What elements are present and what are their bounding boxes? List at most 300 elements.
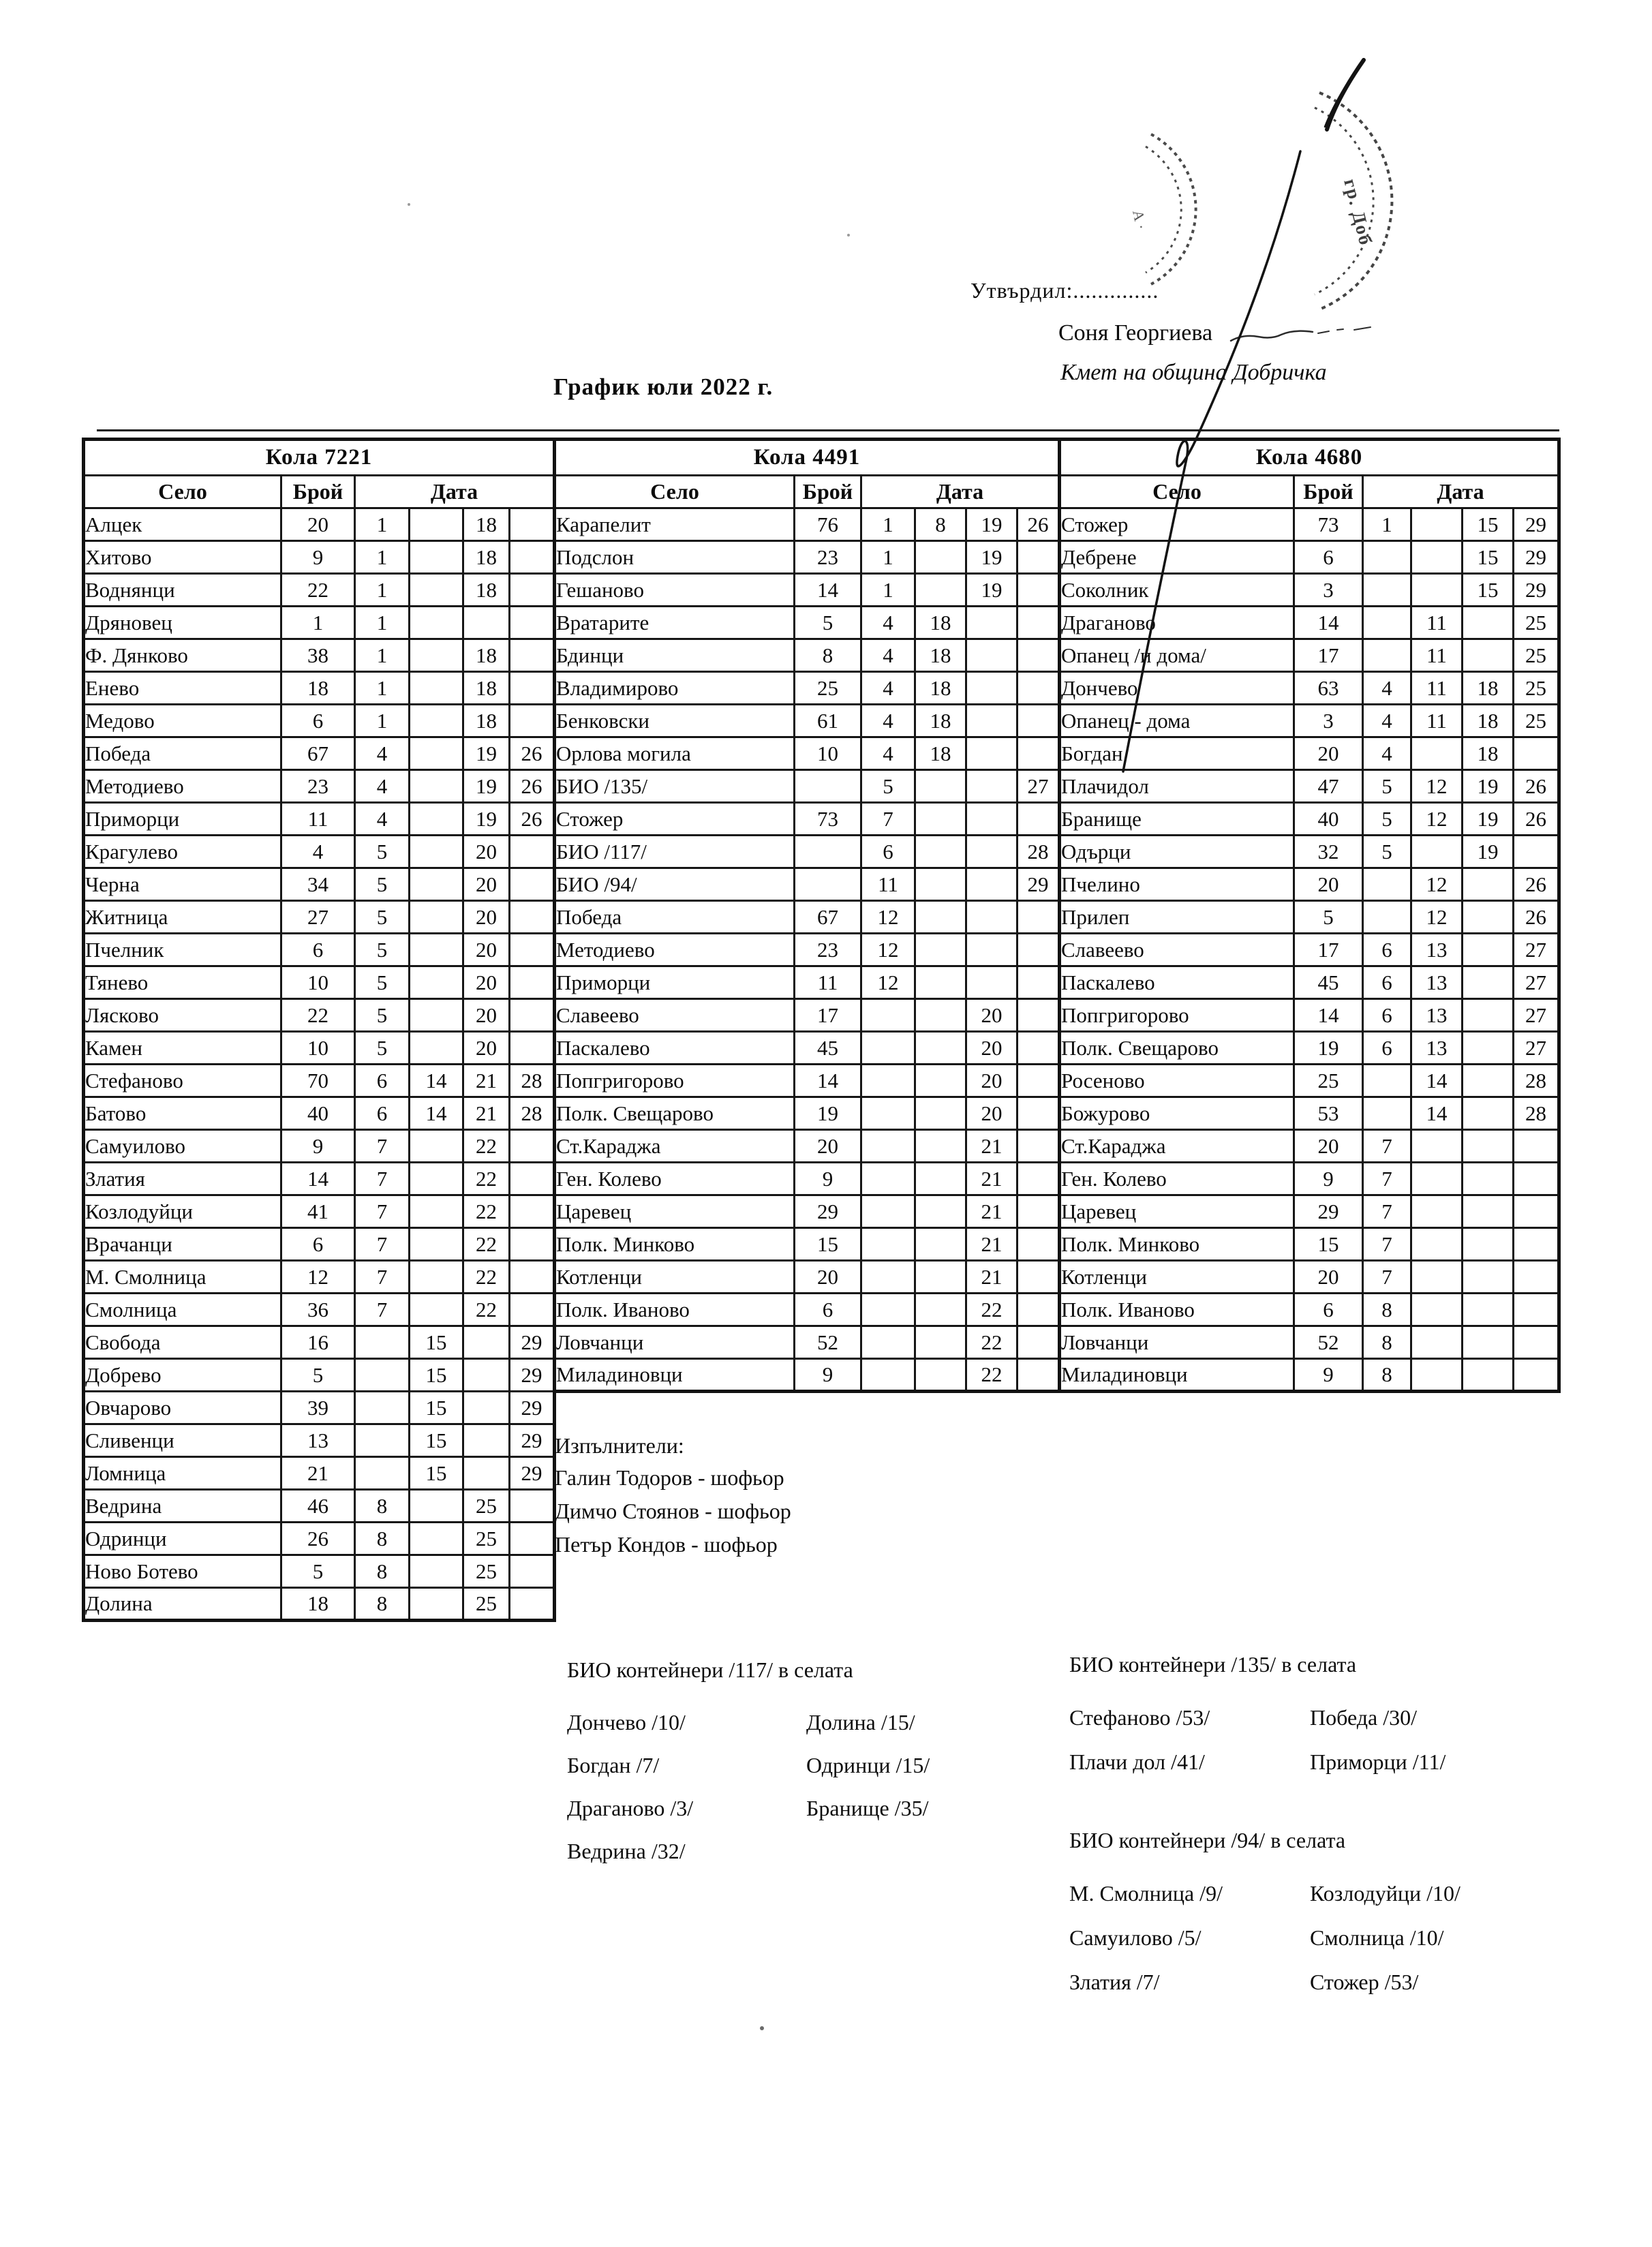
count-cell: 20 [1294,868,1363,901]
village-cell: Ломница [84,1457,281,1490]
bio-135-title: БИО контейнери /135/ в селата [1069,1652,1357,1677]
date-cell: 7 [1363,1130,1411,1163]
date-cell [1514,836,1559,868]
date-cell [1411,1359,1463,1392]
table-row [84,607,555,639]
date-cell: 19 [463,737,510,770]
table-row [1060,705,1559,737]
count-cell: 8 [795,639,861,672]
date-cell [1463,1065,1514,1097]
date-cell: 5 [1363,803,1411,836]
village-cell: Полк. Иваново [1060,1294,1294,1326]
count-cell: 45 [795,1032,861,1065]
village-cell: Ведрина [84,1490,281,1523]
village-cell: Паскалево [1060,966,1294,999]
count-cell: 34 [281,868,355,901]
date-cell [463,1424,510,1457]
date-cell: 12 [1411,901,1463,934]
date-cell: 20 [463,966,510,999]
count-cell: 6 [1294,1294,1363,1326]
date-cell [966,966,1018,999]
date-cell [1411,737,1463,770]
date-cell [966,607,1018,639]
date-cell: 26 [1514,803,1559,836]
date-cell: 21 [966,1195,1018,1228]
date-cell [1018,966,1060,999]
village-cell: Божурово [1060,1097,1294,1130]
village-cell: Миладиновци [555,1359,795,1392]
date-cell: 5 [355,868,410,901]
date-cell [410,1228,463,1261]
count-cell: 20 [281,508,355,541]
bio-135-right-column [1310,1696,1446,1784]
date-cell [510,508,555,541]
approver-title: Кмет на община Добричка [1060,360,1327,385]
date-cell: 5 [355,999,410,1032]
date-cell: 7 [355,1163,410,1195]
date-cell: 20 [966,1032,1018,1065]
table-row [1060,836,1559,868]
date-cell [410,541,463,574]
table-row [555,1032,1060,1065]
count-cell: 17 [1294,639,1363,672]
count-cell: 73 [1294,508,1363,541]
date-cell: 15 [410,1326,463,1359]
date-cell: 5 [1363,770,1411,803]
date-cell [861,1326,915,1359]
approve-label: Утвърдил:.............. [970,278,1159,303]
date-cell [915,1228,966,1261]
date-cell [510,868,555,901]
date-cell [410,1555,463,1588]
village-cell: Самуилово [84,1130,281,1163]
date-cell [966,737,1018,770]
table-row [84,508,555,541]
count-cell: 13 [281,1424,355,1457]
table-row [1060,934,1559,966]
table-row [84,1228,555,1261]
date-cell: 15 [410,1457,463,1490]
date-cell [915,1326,966,1359]
date-cell [915,1130,966,1163]
table-row [84,574,555,607]
scan-speck [408,203,410,206]
village-cell: Победа [84,737,281,770]
village-cell: Медово [84,705,281,737]
date-cell [1463,1032,1514,1065]
bio-village-entry: Бранище /35/ [806,1796,929,1820]
village-cell: Приморци [84,803,281,836]
date-cell [510,1130,555,1163]
village-cell: Славеево [555,999,795,1032]
village-cell: Ст.Караджа [555,1130,795,1163]
date-cell: 22 [463,1195,510,1228]
date-cell: 13 [1411,966,1463,999]
date-cell: 11 [1411,639,1463,672]
date-cell [915,966,966,999]
bio-village-entry: Ведрина /32/ [567,1839,686,1863]
date-cell: 13 [1411,934,1463,966]
date-cell [510,1490,555,1523]
date-cell [915,999,966,1032]
date-cell: 18 [1463,705,1514,737]
date-cell: 13 [1411,1032,1463,1065]
col-header-date: Дата [861,476,1060,508]
village-cell: Крагулево [84,836,281,868]
date-cell [510,1588,555,1621]
bio-94-title: БИО контейнери /94/ в селата [1069,1828,1346,1852]
date-cell: 28 [1018,836,1060,868]
count-cell: 20 [1294,1261,1363,1294]
count-cell: 47 [1294,770,1363,803]
date-cell: 4 [861,672,915,705]
date-cell [510,1163,555,1195]
date-cell [510,901,555,934]
table-row [555,803,1060,836]
date-cell: 18 [915,737,966,770]
count-cell: 5 [281,1359,355,1392]
date-cell [915,1195,966,1228]
date-cell [861,1032,915,1065]
date-cell: 21 [966,1163,1018,1195]
count-cell: 6 [281,934,355,966]
table-row [555,1294,1060,1326]
village-cell: Добрево [84,1359,281,1392]
svg-text:гр. Доб: гр. Доб [1340,177,1377,248]
count-cell [795,770,861,803]
table-row [84,966,555,999]
date-cell: 14 [1411,1065,1463,1097]
date-cell: 19 [966,541,1018,574]
date-cell: 19 [1463,803,1514,836]
table-row [84,836,555,868]
count-cell: 3 [1294,705,1363,737]
table-row [84,868,555,901]
count-cell: 6 [281,705,355,737]
col-header-count: Брой [1294,476,1363,508]
date-cell: 20 [966,1065,1018,1097]
date-cell: 26 [510,770,555,803]
date-cell [1514,1326,1559,1359]
count-cell: 5 [281,1555,355,1588]
date-cell [510,1261,555,1294]
bio-117-right-column [806,1701,930,1873]
count-cell: 25 [1294,1065,1363,1097]
table-row [555,999,1060,1032]
executor-name: Петър Кондов - шофьор [555,1532,778,1557]
table-row [1060,770,1559,803]
date-cell: 29 [1514,541,1559,574]
date-cell [410,1588,463,1621]
date-cell [915,803,966,836]
date-cell [410,1130,463,1163]
date-cell [1514,1359,1559,1392]
table-row [555,1065,1060,1097]
count-cell: 17 [1294,934,1363,966]
date-cell: 5 [355,836,410,868]
count-cell: 6 [795,1294,861,1326]
village-cell: М. Смолница [84,1261,281,1294]
date-cell: 29 [1514,574,1559,607]
date-cell [1018,934,1060,966]
bio-94-right-column [1310,1871,1460,2004]
village-cell: Гешаново [555,574,795,607]
count-cell: 20 [1294,737,1363,770]
date-cell [1411,1163,1463,1195]
date-cell [915,1261,966,1294]
date-cell: 29 [510,1326,555,1359]
date-cell [861,1228,915,1261]
date-cell [861,1065,915,1097]
executors-block [555,1430,791,1561]
village-cell: Методиево [555,934,795,966]
date-cell: 18 [463,574,510,607]
date-cell [1018,803,1060,836]
date-cell [1363,607,1411,639]
date-cell: 22 [966,1294,1018,1326]
table-row [84,1424,555,1457]
table-row [555,1097,1060,1130]
table-row [84,1555,555,1588]
date-cell: 21 [463,1065,510,1097]
date-cell: 6 [355,1097,410,1130]
count-cell: 10 [281,966,355,999]
date-cell: 25 [463,1490,510,1523]
count-cell: 15 [1294,1228,1363,1261]
table-row [555,1326,1060,1359]
date-cell [1514,1228,1559,1261]
village-cell: Попгригорово [555,1065,795,1097]
col-header-village: Село [84,476,281,508]
date-cell: 15 [410,1424,463,1457]
village-cell: Лясково [84,999,281,1032]
date-cell [355,1359,410,1392]
date-cell [463,1326,510,1359]
date-cell [1514,1130,1559,1163]
signature-tick [1325,60,1364,129]
date-cell: 19 [966,508,1018,541]
village-cell: БИО /117/ [555,836,795,868]
date-cell: 11 [1411,607,1463,639]
table-row [1060,901,1559,934]
date-cell [1018,639,1060,672]
date-cell [410,999,463,1032]
date-cell: 1 [355,508,410,541]
count-cell: 70 [281,1065,355,1097]
date-cell [510,966,555,999]
date-cell [861,1097,915,1130]
village-cell: Карапелит [555,508,795,541]
count-cell: 1 [281,607,355,639]
date-cell [463,1457,510,1490]
date-cell [966,770,1018,803]
date-cell: 26 [1514,770,1559,803]
count-cell [795,868,861,901]
date-cell: 28 [1514,1097,1559,1130]
date-cell [355,1392,410,1424]
date-cell: 20 [463,934,510,966]
bio-village-entry: Стефаново /53/ [1069,1705,1210,1730]
table-row [555,868,1060,901]
village-cell: Владимирово [555,672,795,705]
date-cell: 25 [1514,607,1559,639]
col-header-village: Село [1060,476,1294,508]
count-cell: 20 [795,1261,861,1294]
date-cell [1018,607,1060,639]
date-cell [510,639,555,672]
date-cell: 29 [510,1457,555,1490]
village-cell: Дебрене [1060,541,1294,574]
table-row [84,1097,555,1130]
svg-text:А ·: А · [1129,208,1150,232]
count-cell: 52 [795,1326,861,1359]
table-row [1060,1228,1559,1261]
date-cell [510,1294,555,1326]
date-cell [1411,836,1463,868]
date-cell [510,1228,555,1261]
date-cell [1411,1261,1463,1294]
date-cell [1411,1326,1463,1359]
date-cell [966,934,1018,966]
count-cell: 6 [281,1228,355,1261]
date-cell: 26 [1514,901,1559,934]
table-row [84,803,555,836]
date-cell [510,999,555,1032]
count-cell: 25 [795,672,861,705]
village-cell: Паскалево [555,1032,795,1065]
date-cell: 14 [410,1097,463,1130]
village-cell: БИО /135/ [555,770,795,803]
date-cell [463,1359,510,1392]
table-row [555,966,1060,999]
count-cell: 76 [795,508,861,541]
date-cell: 1 [861,541,915,574]
date-cell: 7 [861,803,915,836]
count-cell: 27 [281,901,355,934]
date-cell [410,607,463,639]
date-cell: 26 [510,803,555,836]
count-cell: 40 [1294,803,1363,836]
count-cell: 6 [1294,541,1363,574]
date-cell: 29 [510,1424,555,1457]
date-cell [510,607,555,639]
date-cell [510,1523,555,1555]
date-cell: 7 [1363,1228,1411,1261]
date-cell [861,1359,915,1392]
date-cell [915,541,966,574]
date-cell [1363,639,1411,672]
date-cell [510,672,555,705]
count-cell: 45 [1294,966,1363,999]
date-cell: 6 [1363,1032,1411,1065]
date-cell: 12 [861,966,915,999]
date-cell [966,639,1018,672]
table-row [1060,966,1559,999]
date-cell [410,672,463,705]
date-cell: 1 [861,508,915,541]
date-cell: 18 [915,607,966,639]
date-cell [355,1326,410,1359]
executors-list [555,1461,791,1561]
col-header-count: Брой [795,476,861,508]
date-cell: 4 [355,803,410,836]
date-cell: 11 [1411,705,1463,737]
bio-village-entry: Дончево /10/ [567,1710,686,1734]
count-cell: 14 [1294,607,1363,639]
date-cell [861,1130,915,1163]
table-row [84,541,555,574]
date-cell: 15 [1463,574,1514,607]
date-cell [915,574,966,607]
date-cell: 11 [1411,672,1463,705]
date-cell: 6 [861,836,915,868]
date-cell [410,1163,463,1195]
village-cell: Врачанци [84,1228,281,1261]
date-cell: 12 [861,901,915,934]
count-cell: 73 [795,803,861,836]
date-cell: 27 [1514,1032,1559,1065]
date-cell: 14 [410,1065,463,1097]
date-cell: 18 [915,705,966,737]
date-cell: 5 [355,934,410,966]
date-cell: 7 [355,1228,410,1261]
date-cell [1363,868,1411,901]
table-row [84,1130,555,1163]
date-cell [1018,1130,1060,1163]
date-cell: 22 [463,1130,510,1163]
village-cell: Ловчанци [1060,1326,1294,1359]
count-cell: 20 [795,1130,861,1163]
bio-village-entry: Долина /15/ [806,1710,915,1734]
date-cell: 15 [1463,508,1514,541]
date-cell: 7 [1363,1195,1411,1228]
table-row [84,770,555,803]
date-cell [915,1032,966,1065]
date-cell: 7 [355,1294,410,1326]
date-cell: 15 [1463,541,1514,574]
count-cell: 14 [1294,999,1363,1032]
table-row [1060,1359,1559,1392]
date-cell: 20 [463,999,510,1032]
date-cell: 5 [1363,836,1411,868]
village-cell: Пчелино [1060,868,1294,901]
date-cell [410,966,463,999]
date-cell: 12 [1411,803,1463,836]
table-row [84,1195,555,1228]
bio-village-entry: Приморци /11/ [1310,1749,1446,1774]
date-cell: 1 [355,541,410,574]
date-cell: 21 [966,1130,1018,1163]
date-cell: 4 [355,770,410,803]
date-cell: 18 [463,639,510,672]
car-title: Кола 4680 [1060,440,1559,476]
date-cell [1018,1097,1060,1130]
date-cell: 22 [966,1326,1018,1359]
date-cell: 18 [463,508,510,541]
village-cell: Опанец /и дома/ [1060,639,1294,672]
count-cell: 41 [281,1195,355,1228]
village-cell: Ст.Караджа [1060,1130,1294,1163]
village-cell: Бенковски [555,705,795,737]
table-row [1060,803,1559,836]
table-row [1060,1261,1559,1294]
table-row [1060,1326,1559,1359]
date-cell: 6 [355,1065,410,1097]
date-cell: 25 [1514,705,1559,737]
village-cell: Прилеп [1060,901,1294,934]
date-cell [1018,901,1060,934]
date-cell: 4 [1363,672,1411,705]
